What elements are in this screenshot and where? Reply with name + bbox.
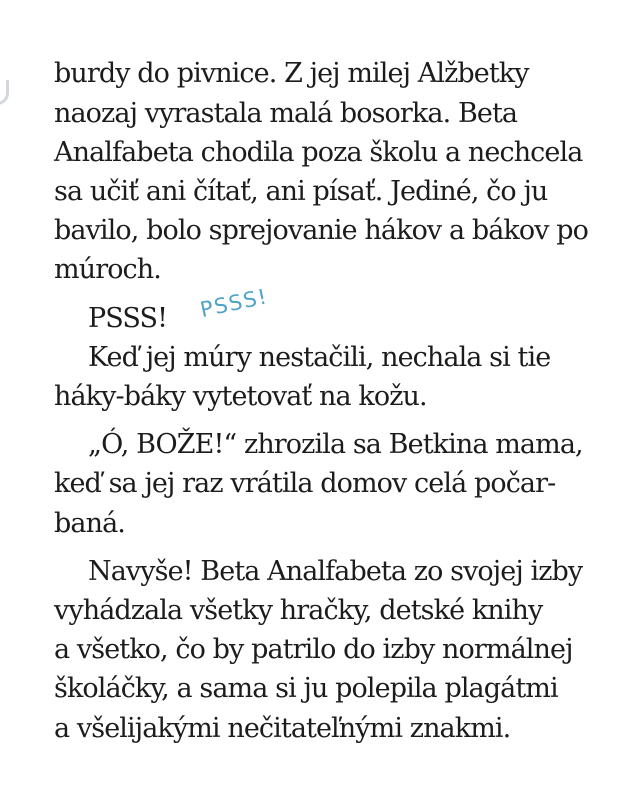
text-line: „Ó, BOŽE!“ zhrozila sa Betkina mama, <box>88 429 583 460</box>
text-line: PSSS! <box>88 303 168 334</box>
text-line: sa učiť ani čítať, ani písať. Jediné, čo ju <box>54 176 548 207</box>
text-line: burdy do pivnice. Z jej milej Alžbetky <box>54 58 529 89</box>
text-line: školáčky, a sama si ju polepila plagátmi <box>54 673 558 704</box>
sound-effect-text: PSSS! <box>198 284 271 322</box>
text-line: keď sa jej raz vrátila domov celá počar- <box>54 468 556 499</box>
text-line: a všelijakými nečitateľnými znakmi. <box>54 713 511 744</box>
text-line: vyhádzala všetky hračky, detské knihy <box>54 595 543 626</box>
text-line: naozaj vyrastala malá bosorka. Beta <box>54 98 518 129</box>
text-line: baná. <box>54 508 125 539</box>
edge-decoration <box>0 80 9 105</box>
text-line: Navyše! Beta Analfabeta zo svojej izby <box>88 556 583 587</box>
text-line: bavilo, bolo sprejovanie hákov a bákov po <box>54 215 589 246</box>
text-line: múroch. <box>54 254 161 285</box>
text-line: Keď jej múry nestačili, nechala si tie <box>88 342 551 373</box>
text-line: háky-báky vytetovať na kožu. <box>54 381 427 412</box>
text-line: Analfabeta chodila poza školu a nechcela <box>54 137 583 168</box>
text-line: a všetko, čo by patrilo do izby normálnej <box>54 634 573 665</box>
